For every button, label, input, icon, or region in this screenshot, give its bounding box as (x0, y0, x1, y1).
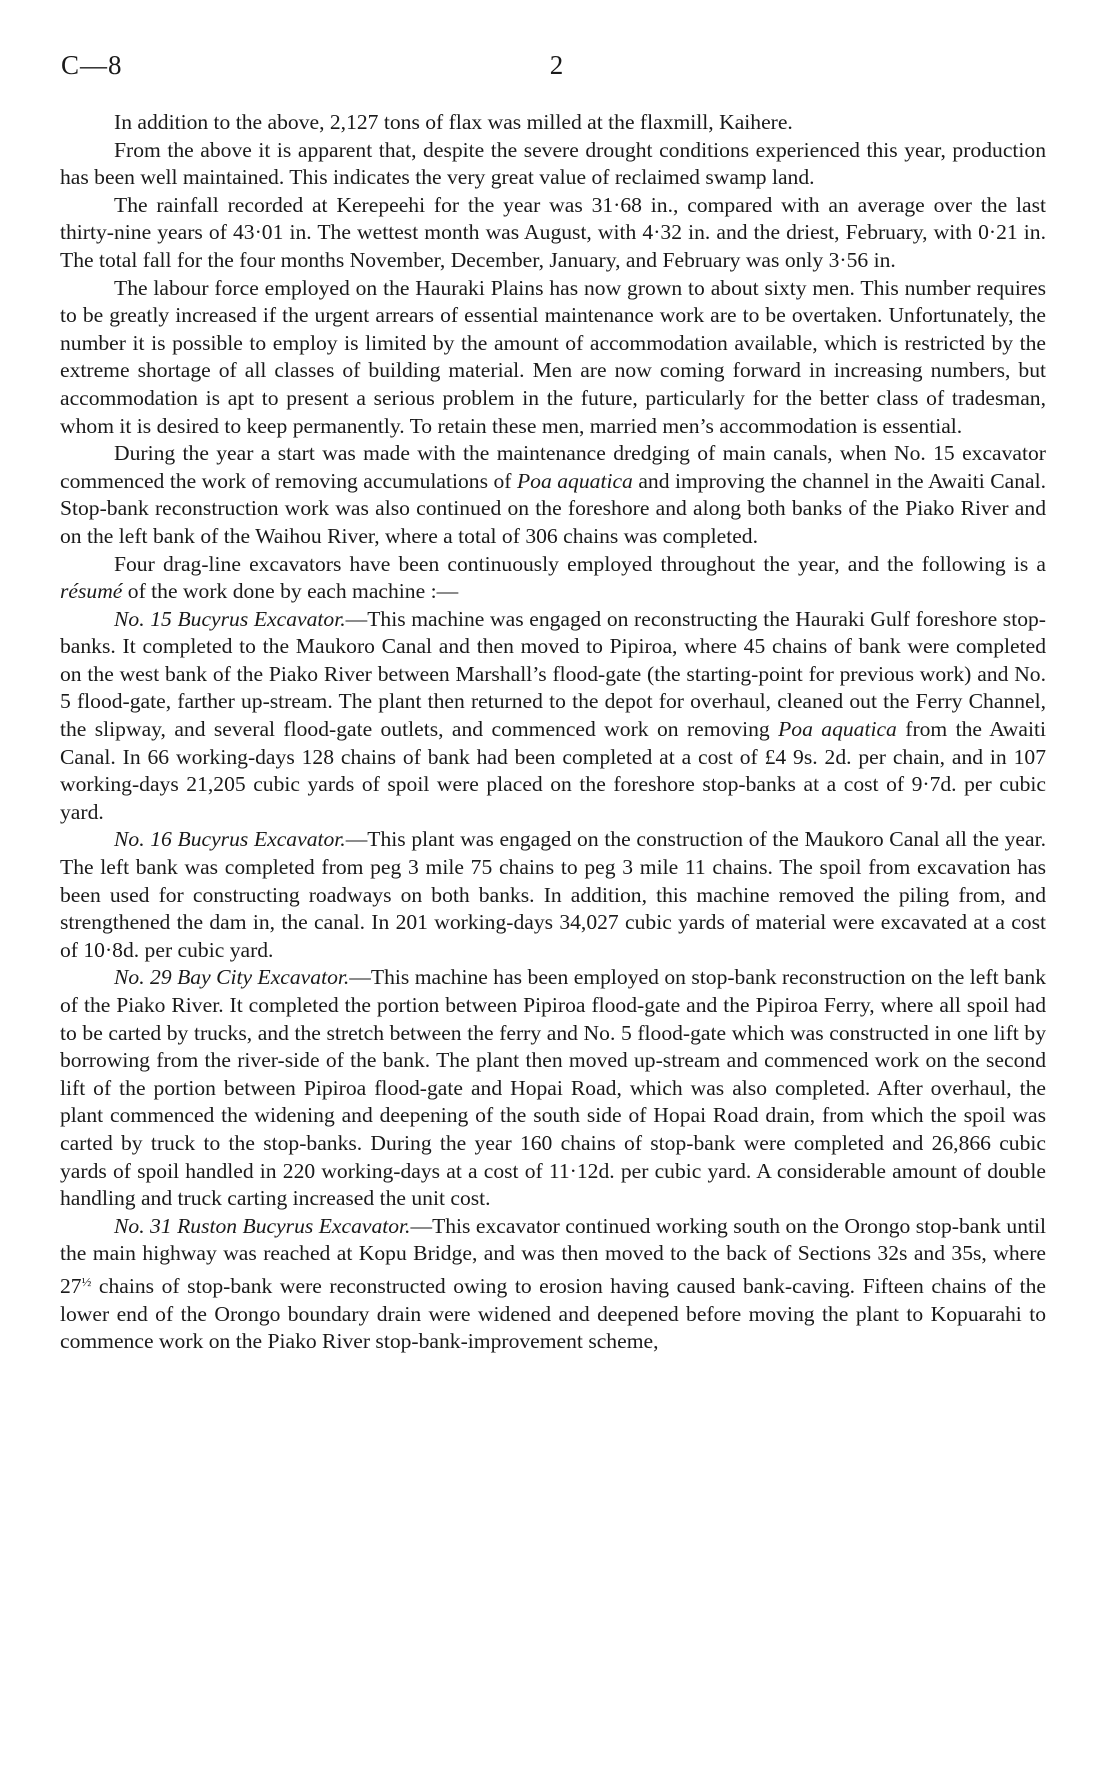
paragraph-text: The labour force employed on the Hauraki Plains has now grown to about sixty men. This number requires to be greatly increased if the urgent arrears of essential maintenance work are to be overtaken. Unfortunately, the number it is possible to employ is limited by the amount of accommodation available, which is restricted by the extreme shortage of all classes of building material. Men are now coming forward in increasing numbers, but accommodation is apt to present a serious problem in the future, particularly for the better class of tradesman, whom it is desired to keep permanently. To retain these men, married men’s accommodation is essential. (60, 275, 1046, 438)
italic-text: Poa aquatica (516, 468, 633, 493)
fraction-text: ½ (81, 1273, 92, 1289)
paragraph-text: From the above it is apparent that, despite the severe drought conditions experienced this year, production has been well maintained. This indicates the very great value of reclaimed swamp land. (60, 137, 1046, 190)
paragraph-text: —This plant was engaged on the construction of the Maukoro Canal all the year. The left bank was completed from peg 3 mile 75 chains to peg 3 mile 11 chains. The spoil from excavation has been used for constructing roadways on both banks. In addition, this machine removed the piling from, and strengthened the dam in, the canal. In 201 working-days 34,027 cubic yards of material were excavated at a cost of 10·8d. per cubic yard. (60, 827, 1047, 962)
paragraph (60, 109, 1046, 137)
page-reference: C—8 (61, 50, 123, 80)
paragraph-text: The rainfall recorded at Kerepeehi for the year was 31·68 in., compared with an average over the last thirty-nine years of 43·01 in. The wettest month was August, with 4·32 in. and the driest, February, with 0·21 in. The total fall for the four months November, December, January, and February was only 3·56 in. (60, 192, 1046, 272)
paragraph (60, 551, 1046, 606)
report-body (60, 109, 1046, 1356)
italic-text: Poa aquatica (778, 717, 897, 742)
italic-text: No. 31 Ruston Bucyrus Excavator. (114, 1213, 411, 1238)
paragraph-text: In addition to the above, 2,127 tons of flax was milled at the flaxmill, Kaihere. (114, 110, 793, 134)
page-number: 2 (549, 50, 565, 80)
paragraph-text: from the Awaiti Canal. In 66 working-days 128 chains of bank had been completed at a cost of £4 9s. 2d. per chain, and in 107 working-days 21,205 cubic yards of spoil were placed on the foreshore stop-banks at a cost of 9·7d. per cubic yard. (60, 717, 1046, 824)
paragraph-text: During the year a start was made with the maintenance dredging of main canals, when No. 15 excavator commenced the work of removing accumulations of (60, 441, 1046, 493)
paragraph-text: of the work done by each machine :— (122, 579, 459, 604)
italic-text: No. 15 Bucyrus Excavator. (114, 606, 346, 631)
paragraph (60, 606, 1046, 827)
paragraph-text: —This machine has been employed on stop-bank reconstruction on the left bank of the Piako River. It completed the portion between Pipiroa flood-gate and the Pipiroa Ferry, where all spoil had to be carted by trucks, and the stretch between the ferry and No. 5 flood-gate which was constructed in one lift by borrowing from the river-side of the bank. The plant then moved up-stream and commenced work on the second lift of the portion between Pipiroa flood-gate and Hopai Road, which was also completed. After overhaul, the plant commenced the widening and deepening of the south side of Hopai Road drain, from which the spoil was carted by truck to the stop-banks. During the year 160 chains of stop-bank were completed and 26,866 cubic yards of spoil handled in 220 working-days at a cost of 11·12d. per cubic yard. A considerable amount of double handling and truck carting increased the unit cost. (60, 965, 1046, 1211)
paragraph (60, 1213, 1046, 1356)
paragraph (60, 826, 1046, 964)
paragraph-text: and improving the channel in the Awaiti Canal. Stop-bank reconstruction work was also continued on the foreshore and along both banks of the Piako River and on the left bank of the Waihou River, where a total of 306 chains was completed. (60, 468, 1046, 548)
paragraph (60, 275, 1046, 441)
paragraph (60, 137, 1046, 192)
italic-text: résumé (60, 579, 123, 604)
paragraph-text: chains of stop-bank were reconstructed owing to erosion having caused bank-caving. Fifteen chains of the lower end of the Orongo boundary drain were widened and deepened before moving the plant to Kopuarahi to commence work on the Piako River stop-bank-improvement scheme, (60, 1274, 1046, 1354)
italic-text: No. 29 Bay City Excavator. (114, 965, 350, 990)
paragraph-text: —This excavator continued working south on the Orongo stop-bank until the main highway was reached at Kopu Bridge, and was then moved to the back of Sections 32s and 35s, where 27 (60, 1213, 1046, 1299)
italic-text: No. 16 Bucyrus Excavator. (114, 827, 346, 852)
paragraph (60, 964, 1046, 1212)
paragraph-text: Four drag-line excavators have been continuously employed throughout the year, and the following is a (114, 551, 1046, 576)
paragraph (60, 192, 1046, 275)
paragraph-text: —This machine was engaged on reconstructing the Hauraki Gulf foreshore stop-banks. It completed to the Maukoro Canal and then moved to Pipiroa, where 45 chains of bank were completed on the west bank of the Piako River between Marshall’s flood-gate (the starting-point for previous work) and No. 5 flood-gate, farther up-stream. The plant then returned to the depot for overhaul, cleaned out the Ferry Channel, the slipway, and several flood-gate outlets, and commenced work on removing (60, 606, 1046, 742)
paragraph (60, 440, 1046, 550)
